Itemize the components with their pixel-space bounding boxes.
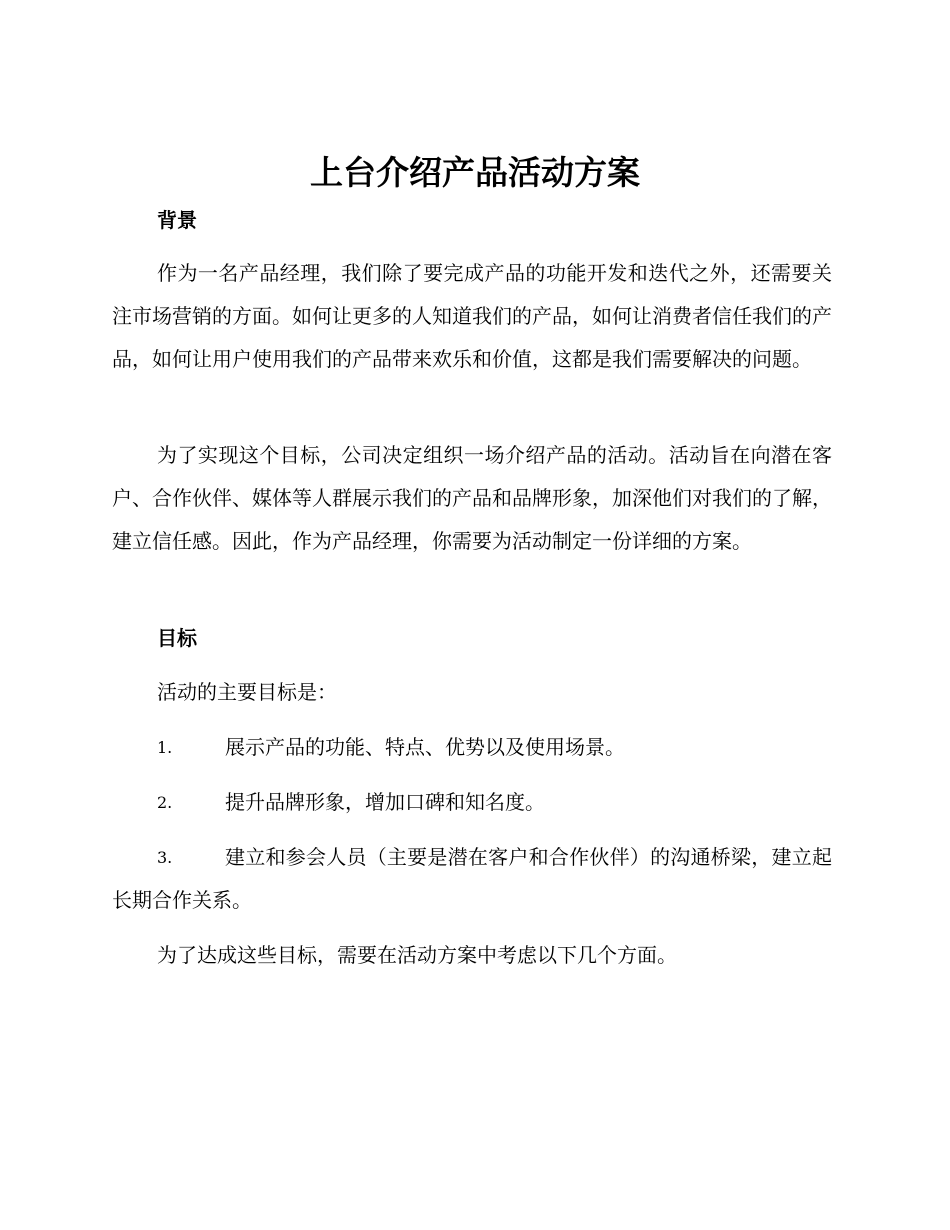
list-item bbox=[112, 733, 832, 776]
goals-intro: 活动的主要目标是： bbox=[157, 680, 337, 704]
background-paragraph-2: 为了实现这个目标，公司决定组织一场介绍产品的活动。活动旨在向潜在客户、合作伙伴、媒体等人群展示我们的产品和品牌形象，加深他们对我们的了解，建立信任感。因此，作为产品经理，你需要为活动制定一份详细的方案。 bbox=[112, 443, 832, 553]
list-item-text: 建立和参会人员（主要是潜在客户和合作伙伴）的沟通桥梁，建立起长期合作关系。 bbox=[112, 845, 832, 912]
list-item-number: 3. bbox=[157, 848, 173, 867]
list-item-text: 展示产品的功能、特点、优势以及使用场景。 bbox=[225, 735, 625, 759]
list-item bbox=[112, 788, 832, 831]
section-heading-goals: 目标 bbox=[157, 626, 197, 650]
goals-closing: 为了达成这些目标，需要在活动方案中考虑以下几个方面。 bbox=[157, 943, 677, 967]
list-item bbox=[112, 843, 832, 929]
list-item-number: 1. bbox=[157, 738, 173, 757]
list-item-number: 2. bbox=[157, 793, 173, 812]
background-paragraph-1: 作为一名产品经理，我们除了要完成产品的功能开发和迭代之外，还需要关注市场营销的方面。如何让更多的人知道我们的产品，如何让消费者信任我们的产品，如何让用户使用我们的产品带来欢乐和价值，这都是我们需要解决的问题。 bbox=[112, 261, 832, 371]
section-heading-background: 背景 bbox=[157, 208, 197, 232]
document-title: 上台介绍产品活动方案 bbox=[310, 153, 640, 192]
list-item-text: 提升品牌形象，增加口碑和知名度。 bbox=[225, 790, 545, 814]
